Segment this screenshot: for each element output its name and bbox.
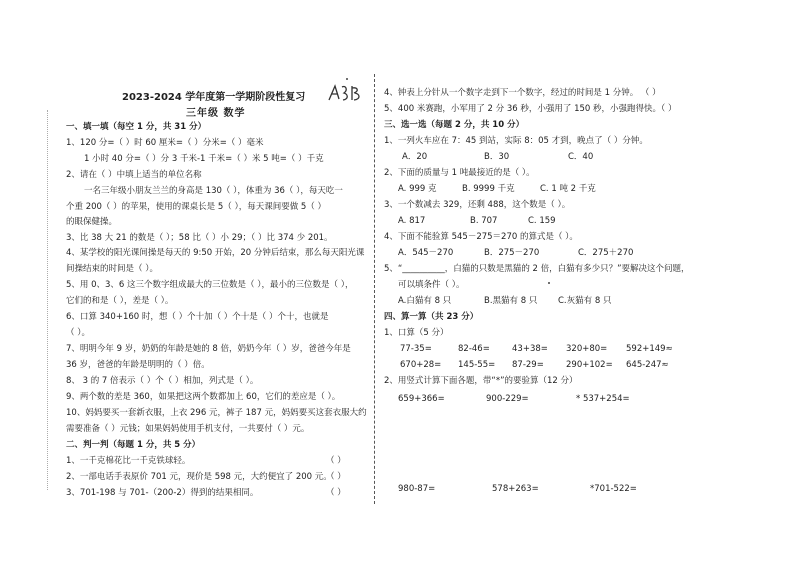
oral-heading: 1、口算（5 分） (384, 328, 449, 338)
choice-4-option-c: C．275＋270 (578, 248, 634, 258)
question-7a: 7、明明今年 9 岁，奶奶的年龄是她的 8 倍，奶奶今年（ ）岁，爸爸今年是 (66, 344, 351, 354)
section-4-heading: 四、算一算（共 23 分） (384, 312, 479, 322)
oral-item: 145-55= (458, 360, 496, 370)
judge-1-answer: （ ） (326, 456, 346, 466)
judge-5: 5、400 米赛跑，小军用了 2 分 36 秒，小强用了 150 秒，小强跑得快。（ ） (384, 104, 677, 114)
choice-5b: 可以填条件（ ）。 (398, 280, 465, 290)
column-divider (374, 74, 375, 504)
choice-2-option-c: C. 1 吨 2 千克 (540, 184, 596, 194)
question-1a: 1、120 分=（ ）时 60 厘米=（ ）分米=（ ）毫米 (66, 138, 264, 148)
choice-3-option-c: C. 159 (528, 216, 556, 226)
vertical-calc-item: 578+263= (492, 484, 539, 494)
choice-4-option-b: B．275－270 (484, 248, 540, 258)
vertical-calc-item: 900-229= (486, 394, 529, 404)
choice-3: 3、一个数减去 329，还剩 488，这个数是（ ）。 (384, 200, 571, 210)
choice-4-option-a: A．545－270 (398, 248, 454, 258)
oral-item: 290+102= (566, 360, 613, 370)
vertical-calc-item: *701-522= (590, 484, 637, 494)
question-5b: 它们的和是（ ），差是（ ）。 (66, 296, 174, 306)
choice-2: 2、下面的质量与 1 吨最接近的是（ ）。 (384, 168, 535, 178)
exam-title: 2023-2024 学年度第一学期阶段性复习 (122, 92, 306, 103)
vertical-calc-item: 980-87= (398, 484, 436, 494)
oral-item: 670+28= (400, 360, 442, 370)
exam-subtitle: 三年级 数学 (186, 108, 246, 119)
question-4a: 4、某学校的阳光课间操是每天的 9:50 开始，20 分钟后结束，那么每天阳光课 (66, 248, 365, 258)
question-4b: 间操结束的时间是（ ）。 (66, 264, 158, 274)
oral-item: 592+149≈ (626, 344, 673, 354)
vertical-calc-item: * 537+254= (576, 394, 630, 404)
question-1b: 1 小时 40 分=（ ）分 3 千米-1 千米=（ ）米 5 吨=（ ）千克 (84, 154, 324, 164)
choice-3-option-b: B. 707 (470, 216, 498, 226)
binding-dotted-line (47, 110, 48, 490)
oral-item: 77-35= (400, 344, 432, 354)
choice-3-option-a: A. 817 (398, 216, 426, 226)
question-5a: 5、用 0、3、6 这三个数字组成最大的三位数是（ ），最小的三位数是（ ）， (66, 280, 354, 290)
vertical-calc-heading: 2、用竖式计算下面各题，带“*”的要验算（12 分） (384, 376, 578, 386)
choice-5a: 5、“__________，白猫的只数是黑猫的 2 倍，白猫有多少只？”要解决这个问题， (384, 264, 690, 274)
question-6b: （ ）。 (66, 328, 90, 338)
judge-2-answer: （ ） (326, 472, 346, 482)
question-8: 8、 3 的 7 倍表示（ ）个（ ）相加，列式是（ ）。 (66, 376, 259, 386)
question-7b: 36 岁，爸爸的年龄是明明的（ ）倍。 (66, 360, 210, 370)
choice-5-option-c: C.灰猫有 8 只 (558, 296, 612, 306)
question-10a: 10、妈妈要买一套新衣服，上衣 296 元，裤子 187 元，妈妈要买这套衣服大约 (66, 408, 367, 418)
section-2-heading: 二、判一判（每题 1 分，共 5 分） (66, 440, 201, 450)
question-6: 6、口算 340+160 时，想（ ）个十加（ ）个十是（ ）个十，也就是 (66, 312, 329, 322)
handwritten-signature (326, 82, 366, 104)
oral-item: 43+38= (512, 344, 548, 354)
judge-3-answer: （ ） (326, 488, 346, 498)
choice-2-option-b: B. 9999 千克 (462, 184, 515, 194)
section-1-heading: 一、填一填（每空 1 分，共 31 分） (66, 122, 207, 132)
question-2d: 的眼保健操。 (66, 217, 118, 227)
question-10b: 需要准备（ ）元钱；如果妈妈使用手机支付，一共要付（ ）元。 (66, 424, 310, 434)
scan-speck (548, 282, 550, 284)
choice-1-option-b: B．30 (484, 152, 510, 162)
vertical-calc-item: 659+366= (398, 394, 445, 404)
choice-5-option-b: B.黑猫有 8 只 (484, 296, 538, 306)
oral-item: 320+80= (566, 344, 608, 354)
question-3: 3、比 38 大 21 的数是（ ）；58 比（ ）小 29；（ ）比 374 少 201。 (66, 233, 333, 243)
oral-item: 87-29= (512, 360, 544, 370)
judge-1: 1、一千克棉花比一千克铁球轻。 (66, 456, 191, 466)
question-2a: 2、请在（ ）中填上适当的单位名称 (66, 170, 202, 180)
choice-4: 4、下面不能验算 545－275＝270 的算式是（ ）。 (384, 232, 578, 242)
judge-4: 4、钟表上分针从一个数字走到下一个数字，经过的时间是 1 分钟。 （ ） (384, 88, 661, 98)
oral-item: 645-247≈ (626, 360, 669, 370)
choice-2-option-a: A. 999 克 (398, 184, 437, 194)
judge-2: 2、一部电话手表原价 701 元，现价是 598 元，大约便宜了 200 元。 (66, 472, 332, 482)
oral-item: 82-46= (458, 344, 490, 354)
choice-1: 1、一列火车应在 7：45 到站，实际 8：05 才到，晚点了（ ）分钟。 (384, 136, 648, 146)
question-2b: 一名三年级小朋友兰兰的身高是 130（ ），体重为 36（ ），每天吃一 (84, 186, 343, 196)
judge-3: 3、701-198 与 701-（200-2）得到的结果相同。 (66, 488, 259, 498)
choice-1-option-c: C．40 (568, 152, 594, 162)
choice-1-option-a: A．20 (402, 152, 428, 162)
scan-speck (346, 78, 348, 80)
section-3-heading: 三、选一选（每题 2 分，共 10 分） (384, 120, 525, 130)
choice-5-option-a: A.白猫有 8 只 (398, 296, 452, 306)
question-9: 9、两个数的差是 360，如果把这两个数都加上 60，它们的差应是（ ）。 (66, 392, 341, 402)
question-2c: 个重 200（ ）的苹果，使用的课桌长是 5（ ），每天课间要做 5（ ） (66, 202, 327, 212)
